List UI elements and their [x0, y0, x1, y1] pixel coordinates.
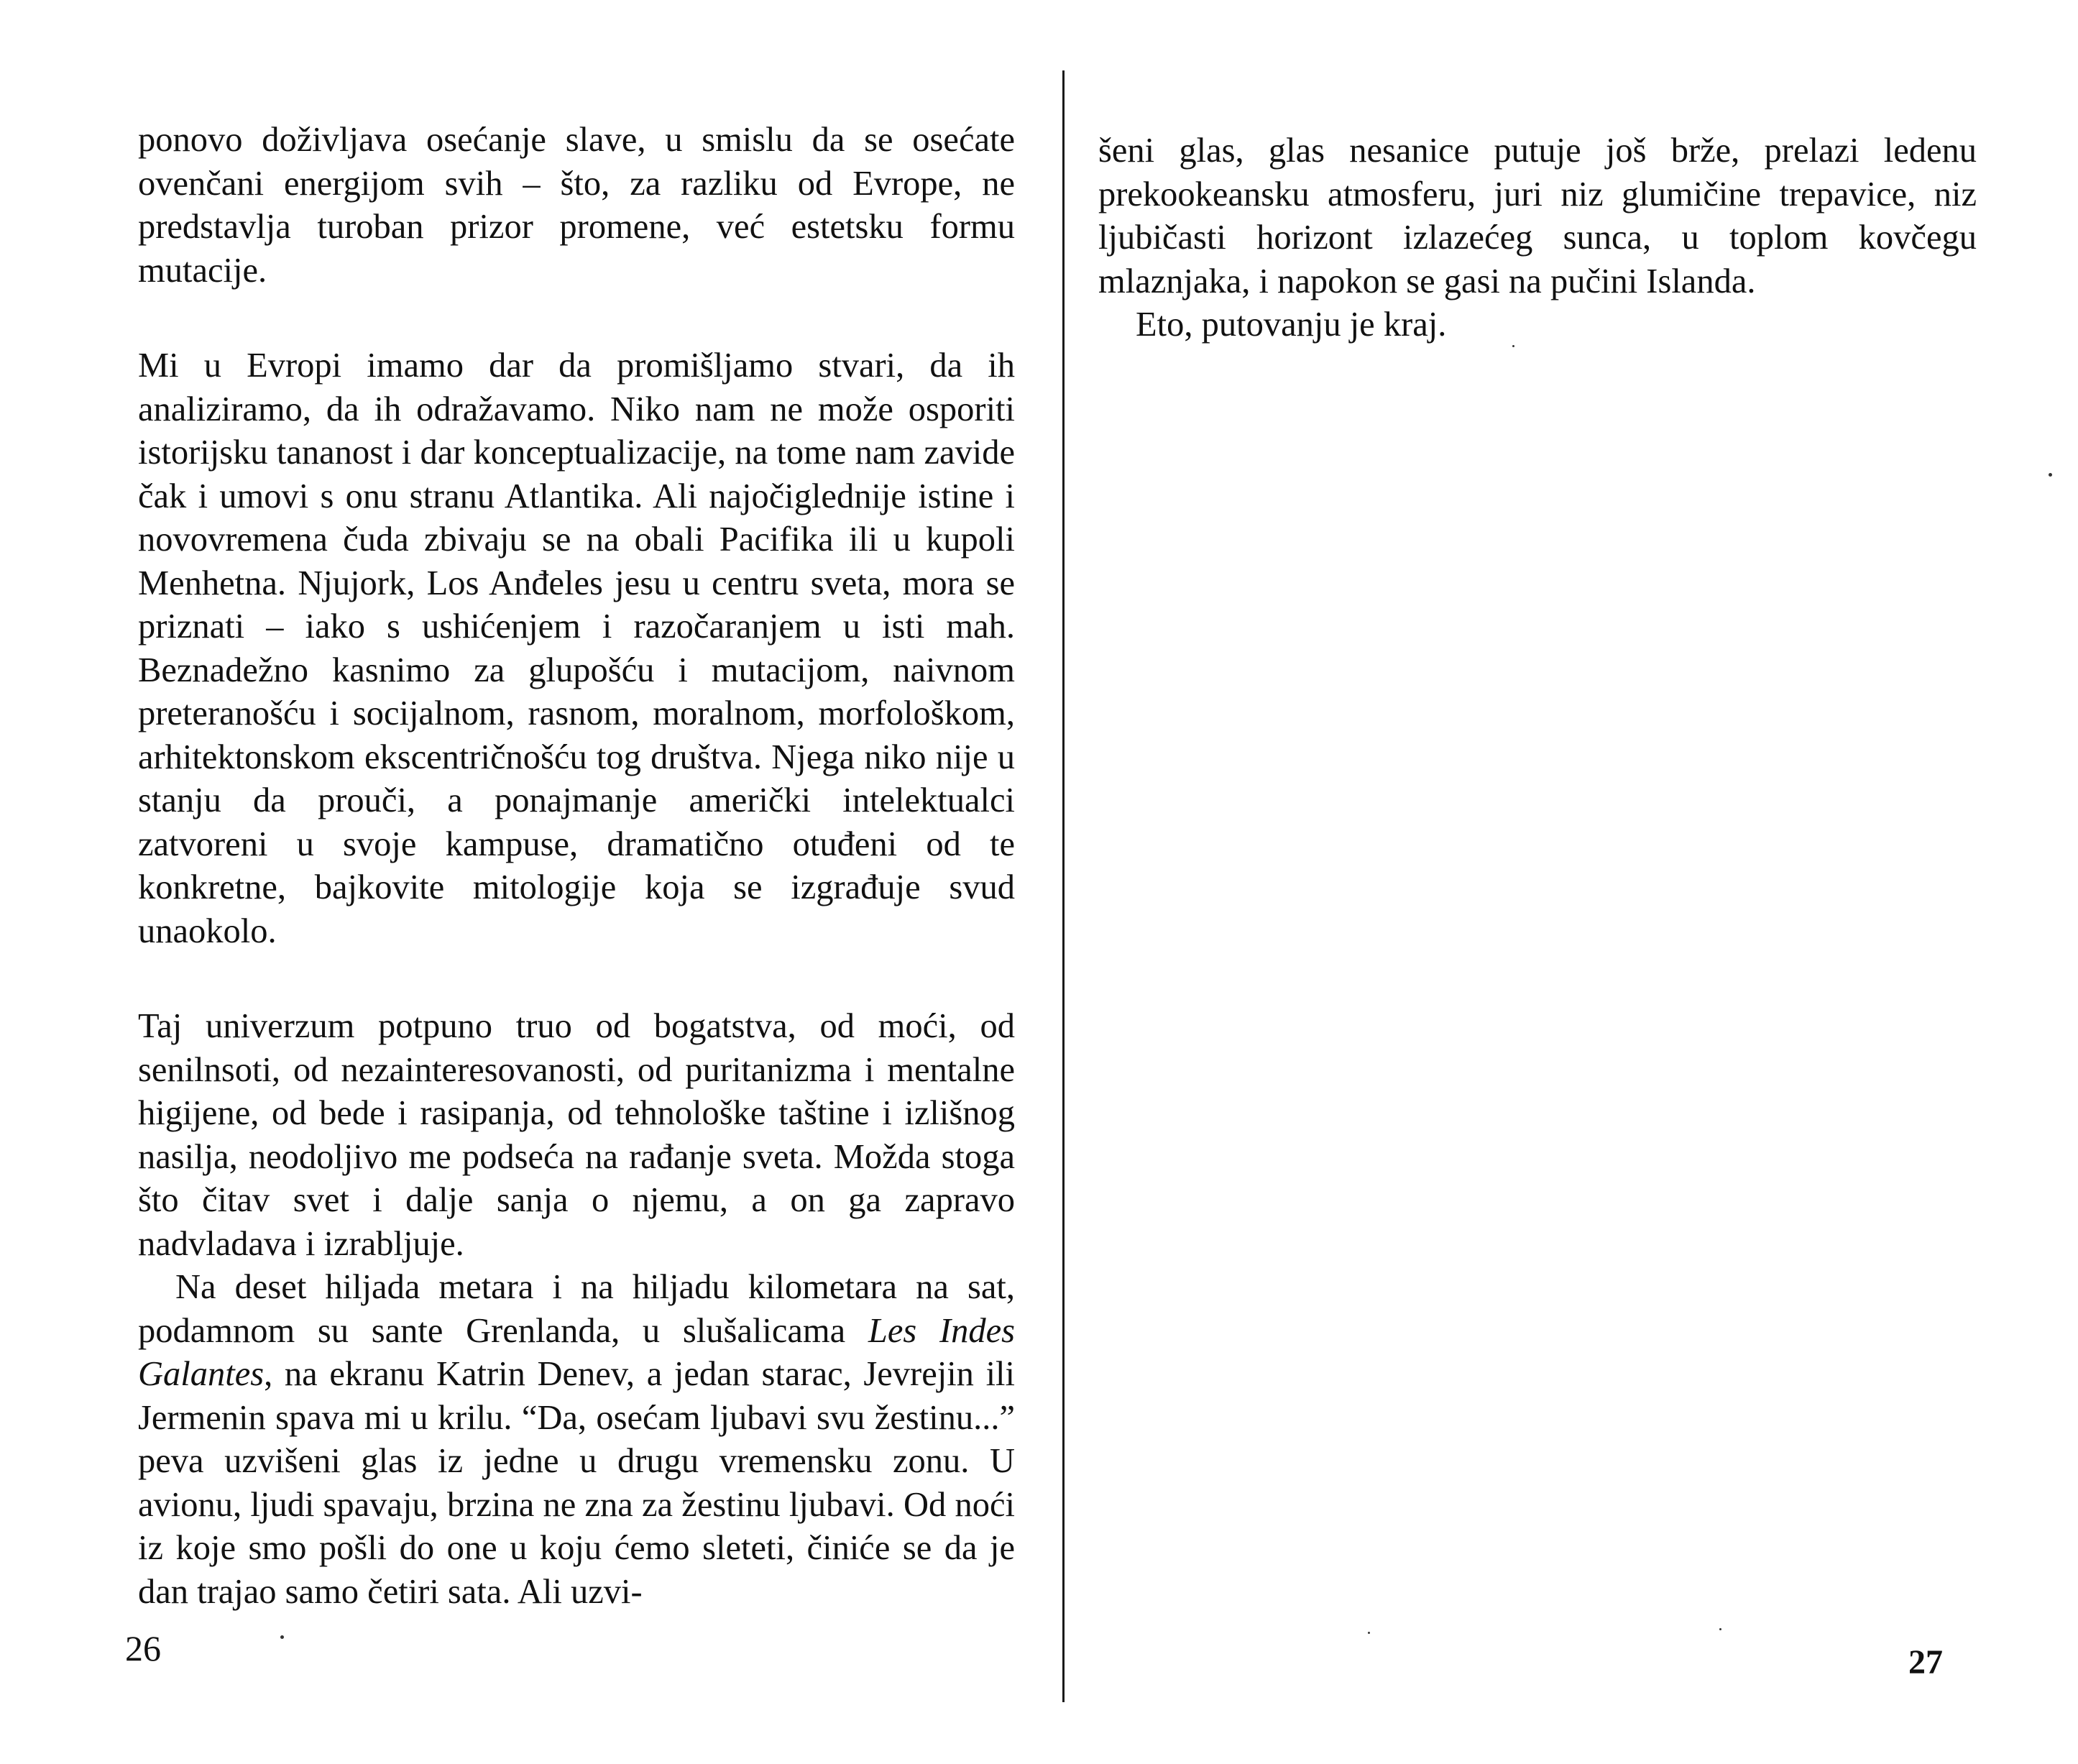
right-page-text	[1098, 129, 1977, 347]
left-paragraph-4-start: Na deset hiljada metara i na hiljadu kilometara na sat, podamnom su sante Grenlanda, u slušalicama	[138, 1268, 1015, 1350]
left-paragraph-3: Taj univerzum potpuno truo od bogatstva, od moći, od senilnsoti, od nezainteresovanosti, od puritanizma i mentalne higijene, od bede i rasipanja, od tehnološke taštine i izlišnog nasilja, neodoljivo me podseća na rađanje sveta. Možda stoga što čitav svet i dalje sanja o njemu, a on ga zapravo nadvladava i izrabljuje.	[138, 1007, 1015, 1263]
left-page-number: 26	[125, 1628, 161, 1668]
right-page-number: 27	[1908, 1643, 1943, 1681]
scan-speck	[2049, 473, 2052, 477]
right-paragraph-2: Eto, putovanju je kraj.	[1136, 306, 1447, 344]
left-paragraph-4-end: , na ekranu Katrin Denev, a jedan starac, Jevrejin ili Jermenin spava mi u krilu. “Da, osećam ljubavi svu žestinu...” peva uzvišeni glas iz jedne u drugu vremensku zonu. U avionu, ljudi spavaju, brzina ne zna za žestinu ljubavi. Od noći iz koje smo pošli do one u koju ćemo sleteti, činiće se da je dan trajao samo četiri sata. Ali uzvi-	[138, 1355, 1015, 1611]
right-paragraph-1: šeni glas, glas nesanice putuje još brže, prelazi ledenu prekookeansku atmosferu, juri niz glumičine trepavice, niz ljubičasti horizont izlazećeg sunca, u toplom kovčegu mlaznjaka, i napokon se gasi na pučini Islanda.	[1098, 132, 1977, 300]
book-spine-divider	[1062, 70, 1065, 1702]
scan-speck	[1512, 345, 1514, 347]
left-paragraph-2: Mi u Evropi imamo dar da promišljamo stvari, da ih analiziramo, da ih odražavamo. Niko nam ne može osporiti istorijsku tananost i dar konceptualizacije, na tome nam zavide čak i umovi s onu stranu Atlantika. Ali najočiglednije istine i novovremena čuda zbivaju se na obali Pacifika ili u kupoli Menhetna. Njujork, Los Anđeles jesu u centru sveta, mora se priznati – iako s ushićenjem i razočaranjem u isti mah. Beznadežno kasnimo za glupošću i mutacijom, naivnom preteranošću i socijalnom, rasnom, moralnom, morfološkom, arhitektonskom ekscentričnošću tog društva. Njega niko nije u stanju da prouči, a ponajmanje američki intelektualci zatvoreni u svoje kampuse, dramatično otuđeni od te konkretne, bajkovite mitologije koja se izgrađuje svud unaokolo.	[138, 346, 1015, 950]
left-paragraph-1: ponovo doživljava osećanje slave, u smislu da se osećate ovenčani energijom svih – što, za razliku od Evrope, ne predstavlja turoban prizor promene, već estetsku formu mutacije.	[138, 121, 1015, 290]
scan-speck	[1368, 1632, 1370, 1634]
left-page-text	[138, 119, 1015, 1614]
scan-speck	[1719, 1628, 1721, 1630]
left-paragraph-4-italic-title: Les Indes Galantes	[138, 1311, 1015, 1393]
left-paragraph-4	[138, 1266, 1015, 1614]
scan-speck	[280, 1635, 284, 1639]
